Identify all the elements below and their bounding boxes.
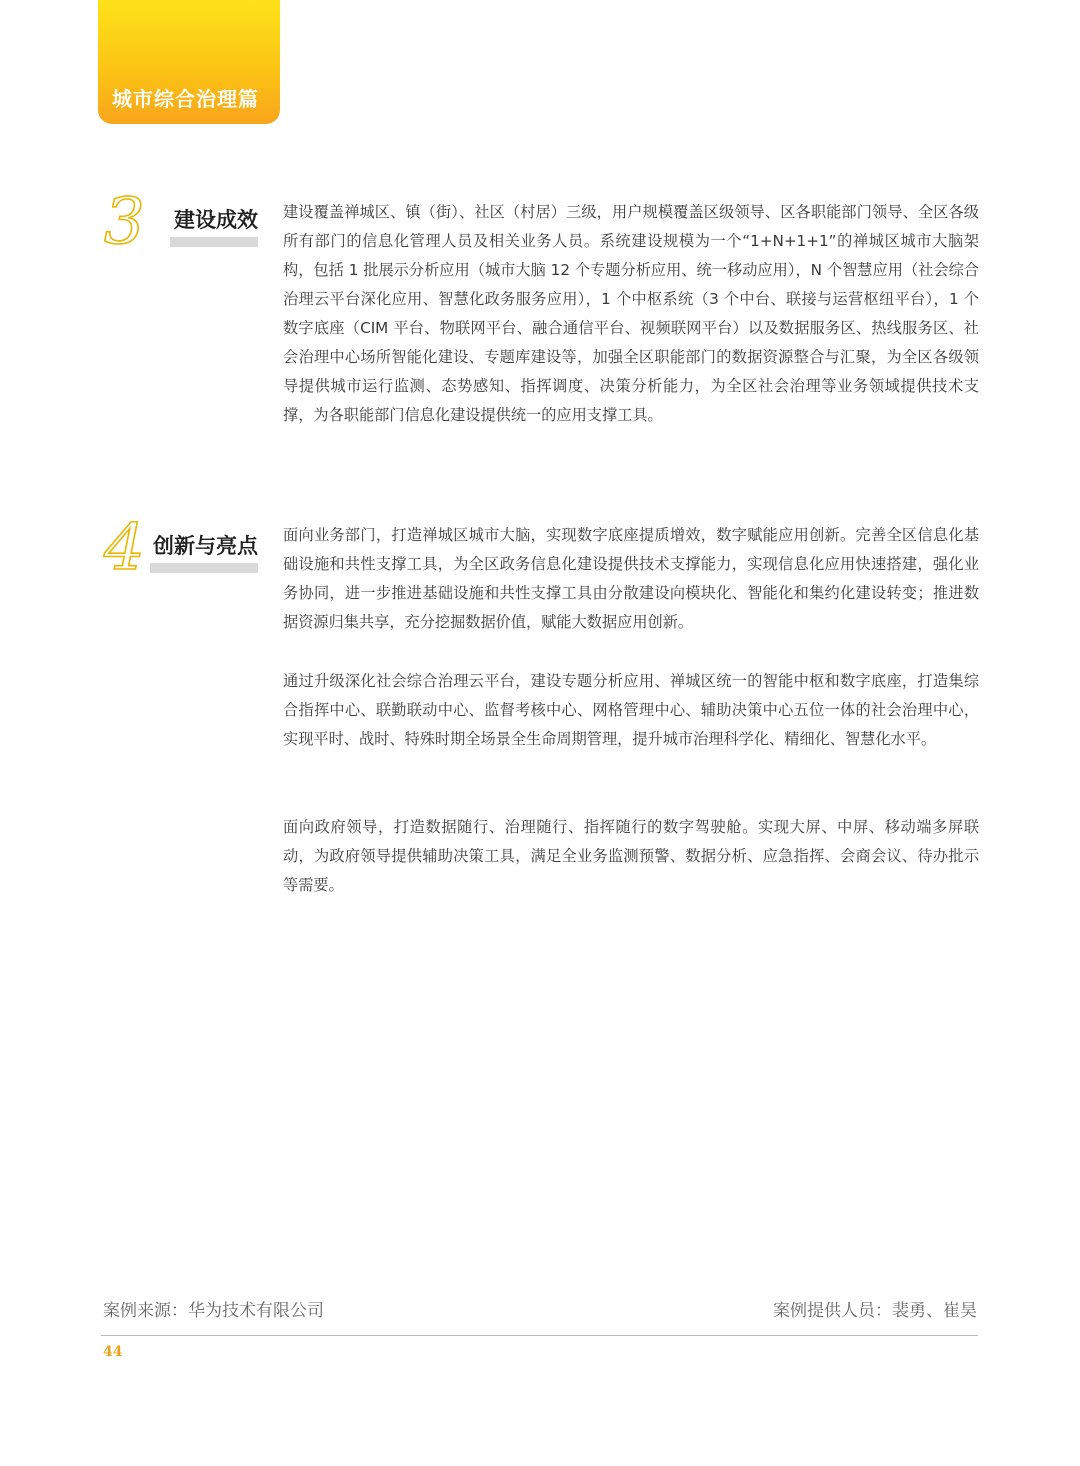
- section-paragraph: 面向业务部门，打造禅城区城市大脑，实现数字底座提质增效，数字赋能应用创新。完善全区信息化基础设施和共性支撑工具，为全区政务信息化建设提供技术支撑能力，实现信息化应用快速搭建，强化业务协同，进一步推进基础设施和共性支撑工具由分散建设向模块化、智能化和集约化建设转变；推进数据资源归集共享，充分挖掘数据价值，赋能大数据应用创新。: [283, 526, 979, 631]
- section-heading-4: [100, 511, 260, 600]
- section-paragraph: 建设覆盖禅城区、镇（街）、社区（村居）三级，用户规模覆盖区级领导、区各职能部门领导、全区各级所有部门的信息化管理人员及相关业务人员。系统建设规模为一个“1+N+1+1”的禅城区城市大脑架构，包括 1 批展示分析应用（城市大脑 12 个专题分析应用、统一移动应用），N 个智慧应用（社会综合治理云平台深化应用、智慧化政务服务应用），1 个中枢系统（3 个中台、联接与运营枢纽平台），1 个数字底座（CIM 平台、物联网平台、融合通信平台、视频联网平台）以及数据服务区、热线服务区、社会治理中心场所智能化建设、专题库建设等，加强全区职能部门的数据资源整合与汇聚，为全区各级领导提供城市运行监测、态势感知、指挥调度、决策分析能力，为全区社会治理等业务领域提供技术支撑，为各职能部门信息化建设提供统一的应用支撑工具。: [283, 203, 979, 424]
- section-underline: [150, 563, 258, 573]
- section-title: 建设成效: [174, 208, 258, 232]
- section-paragraph: 通过升级深化社会综合治理云平台，建设专题分析应用、禅城区统一的智能中枢和数字底座，打造集综合指挥中心、联勤联动中心、监督考核中心、网格管理中心、辅助决策中心五位一体的社会治理中心，实现平时、战时、特殊时期全场景全生命周期管理，提升城市治理科学化、精细化、智慧化水平。: [283, 672, 979, 748]
- chapter-tag: [98, 0, 280, 124]
- section-heading-3: [100, 185, 260, 274]
- section-number: 4: [104, 511, 145, 585]
- section-paragraph: 面向政府领导，打造数据随行、治理随行、指挥随行的数字驾驶舱。实现大屏、中屏、移动端多屏联动，为政府领导提供辅助决策工具，满足全业务监测预警、数据分析、应急指挥、会商会议、待办批示等需要。: [283, 818, 979, 894]
- section-number: 3: [104, 185, 145, 259]
- case-source: 案例来源：华为技术有限公司: [103, 1301, 324, 1321]
- case-providers: 案例提供人员：裴勇、崔昊: [773, 1301, 977, 1321]
- chapter-tag-label: 城市综合治理篇: [112, 87, 259, 111]
- section-underline: [170, 237, 258, 247]
- section-title: 创新与亮点: [153, 534, 258, 558]
- page-number: 44: [103, 1344, 123, 1360]
- footer-divider: [101, 1335, 978, 1336]
